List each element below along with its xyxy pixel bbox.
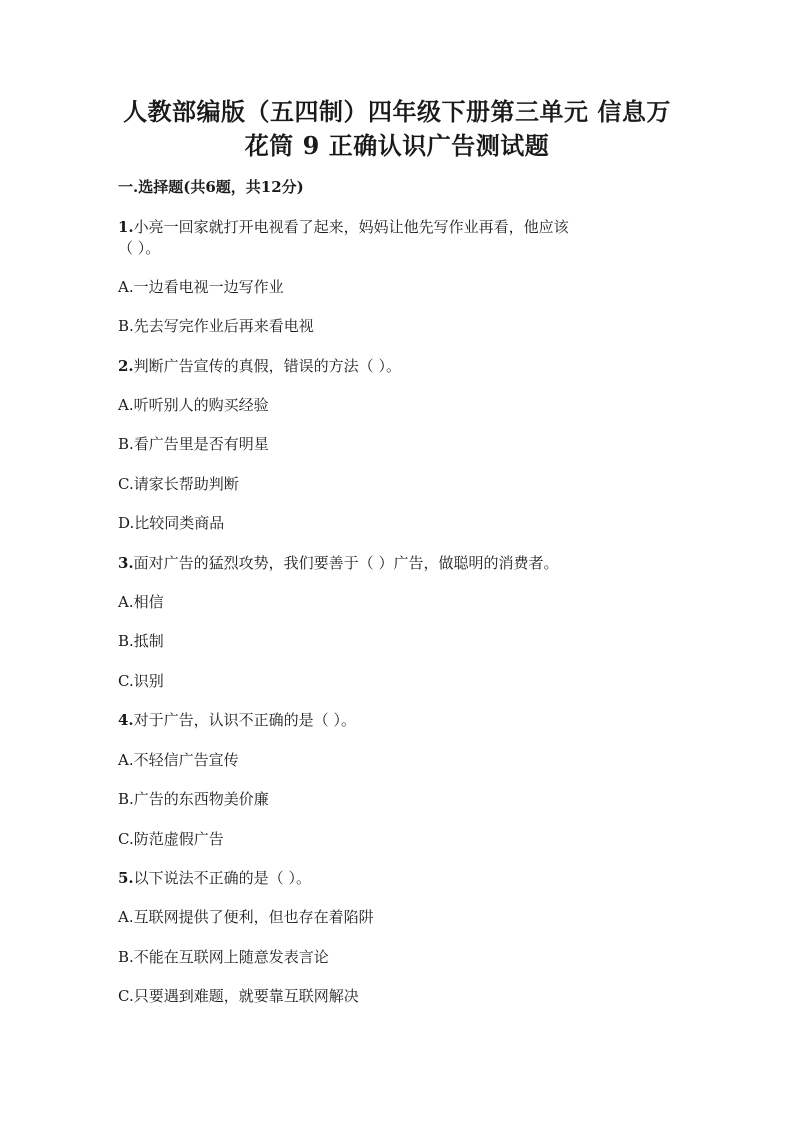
question-text: 判断广告宣传的真假，错误的方法（ ）。 bbox=[133, 357, 401, 375]
option-2c[interactable]: C.请家长帮助判断 bbox=[118, 475, 239, 493]
question-number: 2. bbox=[118, 357, 134, 375]
question-text: 对于广告，认识不正确的是（ ）。 bbox=[133, 711, 356, 729]
question-number: 4. bbox=[118, 711, 134, 729]
option-2d[interactable]: D.比较同类商品 bbox=[118, 514, 225, 532]
page-title-line-1: 人教部编版（五四制）四年级下册第三单元 信息万 bbox=[123, 97, 671, 126]
question-number: 3. bbox=[118, 554, 134, 572]
section-heading: 一.选择题(共6题，共12分) bbox=[118, 178, 304, 196]
option-5a[interactable]: A.互联网提供了便利，但也存在着陷阱 bbox=[118, 908, 374, 926]
question-1-continuation: （ ）。 bbox=[118, 239, 161, 257]
question-text: 小亮一回家就打开电视看了起来，妈妈让他先写作业再看，他应该 bbox=[133, 218, 569, 236]
question-2 bbox=[118, 355, 401, 377]
option-4b[interactable]: B.广告的东西物美价廉 bbox=[118, 790, 269, 808]
option-1b[interactable]: B.先去写完作业后再来看电视 bbox=[118, 317, 314, 335]
option-2a[interactable]: A.听听别人的购买经验 bbox=[118, 396, 269, 414]
question-number: 1. bbox=[118, 218, 134, 236]
question-1 bbox=[118, 216, 569, 238]
option-1a[interactable]: A.一边看电视一边写作业 bbox=[118, 278, 284, 296]
question-number: 5. bbox=[118, 869, 134, 887]
question-4 bbox=[118, 709, 356, 731]
question-text: 以下说法不正确的是（ ）。 bbox=[133, 869, 311, 887]
option-4a[interactable]: A.不轻信广告宣传 bbox=[118, 751, 239, 769]
question-3 bbox=[118, 552, 558, 574]
page-title-line-2: 花筒 9 正确认识广告测试题 bbox=[244, 131, 550, 160]
question-text: 面对广告的猛烈攻势，我们要善于（ ）广告，做聪明的消费者。 bbox=[133, 554, 559, 572]
option-5b[interactable]: B.不能在互联网上随意发表言论 bbox=[118, 948, 329, 966]
option-3b[interactable]: B.抵制 bbox=[118, 632, 164, 650]
option-2b[interactable]: B.看广告里是否有明星 bbox=[118, 435, 269, 453]
option-3c[interactable]: C.识别 bbox=[118, 672, 164, 690]
question-5 bbox=[118, 867, 311, 889]
option-3a[interactable]: A.相信 bbox=[118, 593, 164, 611]
option-4c[interactable]: C.防范虚假广告 bbox=[118, 830, 224, 848]
option-5c[interactable]: C.只要遇到难题，就要靠互联网解决 bbox=[118, 987, 359, 1005]
